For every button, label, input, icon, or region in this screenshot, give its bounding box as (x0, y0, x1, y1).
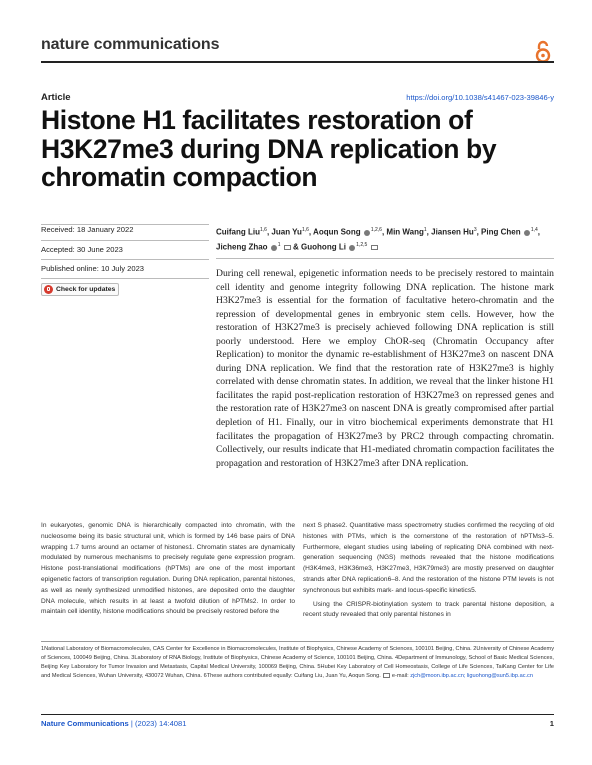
meta-divider (41, 278, 209, 279)
published-date: Published online: 10 July 2023 (41, 264, 145, 273)
abstract: During cell renewal, epigenetic information needs to be precisely restored to maintain cell identity and genome integrity following DNA replication. The histone mark H3K27me3 is essential for the formation of facultative hetero-chromatin and the repression of developmental genes in embryonic stem cells. However, how the restoration of H3K27me3 is precisely achieved following DNA replication is still poorly understood. Here we employ ChOR-seq (Chromatin Occupancy after Replication) to monitor the dynamic re-establishment of H3K27me3 on nascent DNA during DNA replication. We find that the restoration rate of H3K27me3 is highly correlated with dense chromatin states. In addition, we reveal that the linker histone H1 facilitates the rapid post-replication restoration of H3K27me3 on repressed genes and the restoration rate of H3K27me3 on nascent DNA is greatly compromised after partial depletion of H1. Finally, our in vitro biochemical experiments demonstrate that H1 facilitates the propagation of H3K27me3 by PRC2 through compacting chromatin. Collectively, our results indicate that H1-mediated chromatin compaction facilitates the propagation and restoration of H3K27me3 after DNA replication. (216, 268, 554, 469)
orcid-icon[interactable] (349, 245, 355, 251)
body-paragraph: Using the CRISPR-biotinylation system to track parental histone deposition, a recent study revealed that only parental histones in (303, 600, 554, 619)
footer-rule (41, 714, 554, 715)
affiliations-text: 1National Laboratory of Biomacromolecules, CAS Center for Excellence in Biomacromolecules, Institute of Biophysics, Chinese Academy of Sciences, 100101 Beijing, China. 2University of Chinese Academy of Sciences, 100049 Beijing, China. 3Laboratory of RNA Biology, Institute of Biophysics, Chinese Academy of Science, 100101 Beijing, China. 4Department of Immunology, School of Basic Medical Sciences, Beijing Key Laboratory for Tumor Invasion and Metastasis, Capital Medical University, 100069 Beijing, China. 5Hubei Key Laboratory of Cell Homeostasis, College of Life Sciences, TaiKang Center for Life and Medical Sciences, Wuhan University, 430072 Wuhan, China. 6These authors contributed equally: Cuifang Liu, Juan Yu, Aoqun Song. (41, 646, 554, 680)
doi-link[interactable]: https://doi.org/10.1038/s41467-023-39846-y (406, 93, 554, 102)
author-name[interactable]: Juan Yu (271, 227, 302, 237)
footer-citation[interactable]: Nature Communications | (2023) 14:4081 (41, 719, 187, 728)
body-column-left: In eukaryotes, genomic DNA is hierarchically compacted into chromatin, with the nucleosome being its basic structural unit, which is formed by 146 base pairs of DNA wrapping 1.7 turns around an octamer of histones1. Chromatin states are dynamically modulated by numerous mechanisms to precisely regulate gene expression program. Histone post-translational modifications (hPTMs) are one of the most important epigenetic factors of transcription regulation. During DNA replication, parental histones, as well as newly synthesized unmodified histones, are deposited onto the daughter DNA molecule, which results in at least a twofold dilution of hPTMs2. In order to maintain cell identity, histone modifications should be precisely restored before the (41, 522, 295, 616)
author-name[interactable]: Jicheng Zhao (216, 242, 268, 252)
meta-divider (41, 240, 209, 241)
email-icon (383, 673, 390, 678)
author-name[interactable]: Jiansen Hu (431, 227, 474, 237)
page-number: 1 (549, 719, 554, 728)
journal-name: nature communications (41, 36, 220, 53)
author-name[interactable]: Cuifang Liu (216, 227, 260, 237)
footnote-divider (41, 641, 554, 642)
article-type-label: Article (41, 92, 71, 103)
accepted-date: Accepted: 30 June 2023 (41, 245, 123, 254)
email-icon[interactable] (284, 245, 291, 250)
body-column-right (303, 521, 554, 621)
check-for-updates-button[interactable] (41, 283, 119, 296)
header-rule (41, 61, 554, 63)
orcid-icon[interactable] (524, 230, 530, 236)
orcid-icon[interactable] (364, 230, 370, 236)
author-name[interactable]: Aoqun Song (313, 227, 361, 237)
email-label: e-mail: (391, 673, 409, 680)
author-name[interactable]: Min Wang (386, 227, 424, 237)
received-date: Received: 18 January 2022 (41, 225, 134, 234)
author-name[interactable]: Guohong Li (301, 242, 346, 252)
check-updates-label: Check for updates (56, 286, 116, 293)
author-list: Cuifang Liu$^{1,6}$, Juan Yu$^{1,6}$, Aoqun Song $^{1,2,6}$, Min Wang$^1$, Jiansen Hu$^3$, Ping Chen $^{1,4}$, Jicheng Zhao $^1$ & Guohong Li $^{1,2,5}$ (216, 227, 541, 252)
authors-divider (216, 258, 554, 259)
email-icon[interactable] (371, 245, 378, 250)
affiliations-footnote (41, 645, 554, 681)
orcid-icon[interactable] (271, 245, 277, 251)
body-paragraph: next S phase2. Quantitative mass spectrometry studies confirmed the recycling of old histones with PTMs, which is the cornerstone of the restoration of hPTMs3–5. Furthermore, elegant studies using labeling of replicating DNA combined with next-generation sequencing (NGS) methods revealed that the histone modifications (H3K4me3, H3K36me3, H3K27me3, H3K79me3) are mostly preserved on daughter strands after DNA replication6–8. And the restoration of the histone PTM levels is not synchronous but exhibits mark- and locus-specific kinetics5. (303, 522, 554, 594)
article-title: Histone H1 facilitates restoration of H3K27me3 during DNA replication by chromatin compaction (41, 105, 497, 192)
corresponding-emails[interactable]: zjch@moon.ibp.ac.cn; liguohong@sun5.ibp.ac.cn (410, 673, 533, 680)
meta-divider (41, 259, 209, 260)
check-updates-icon (44, 285, 53, 294)
author-name[interactable]: Ping Chen (481, 227, 521, 237)
